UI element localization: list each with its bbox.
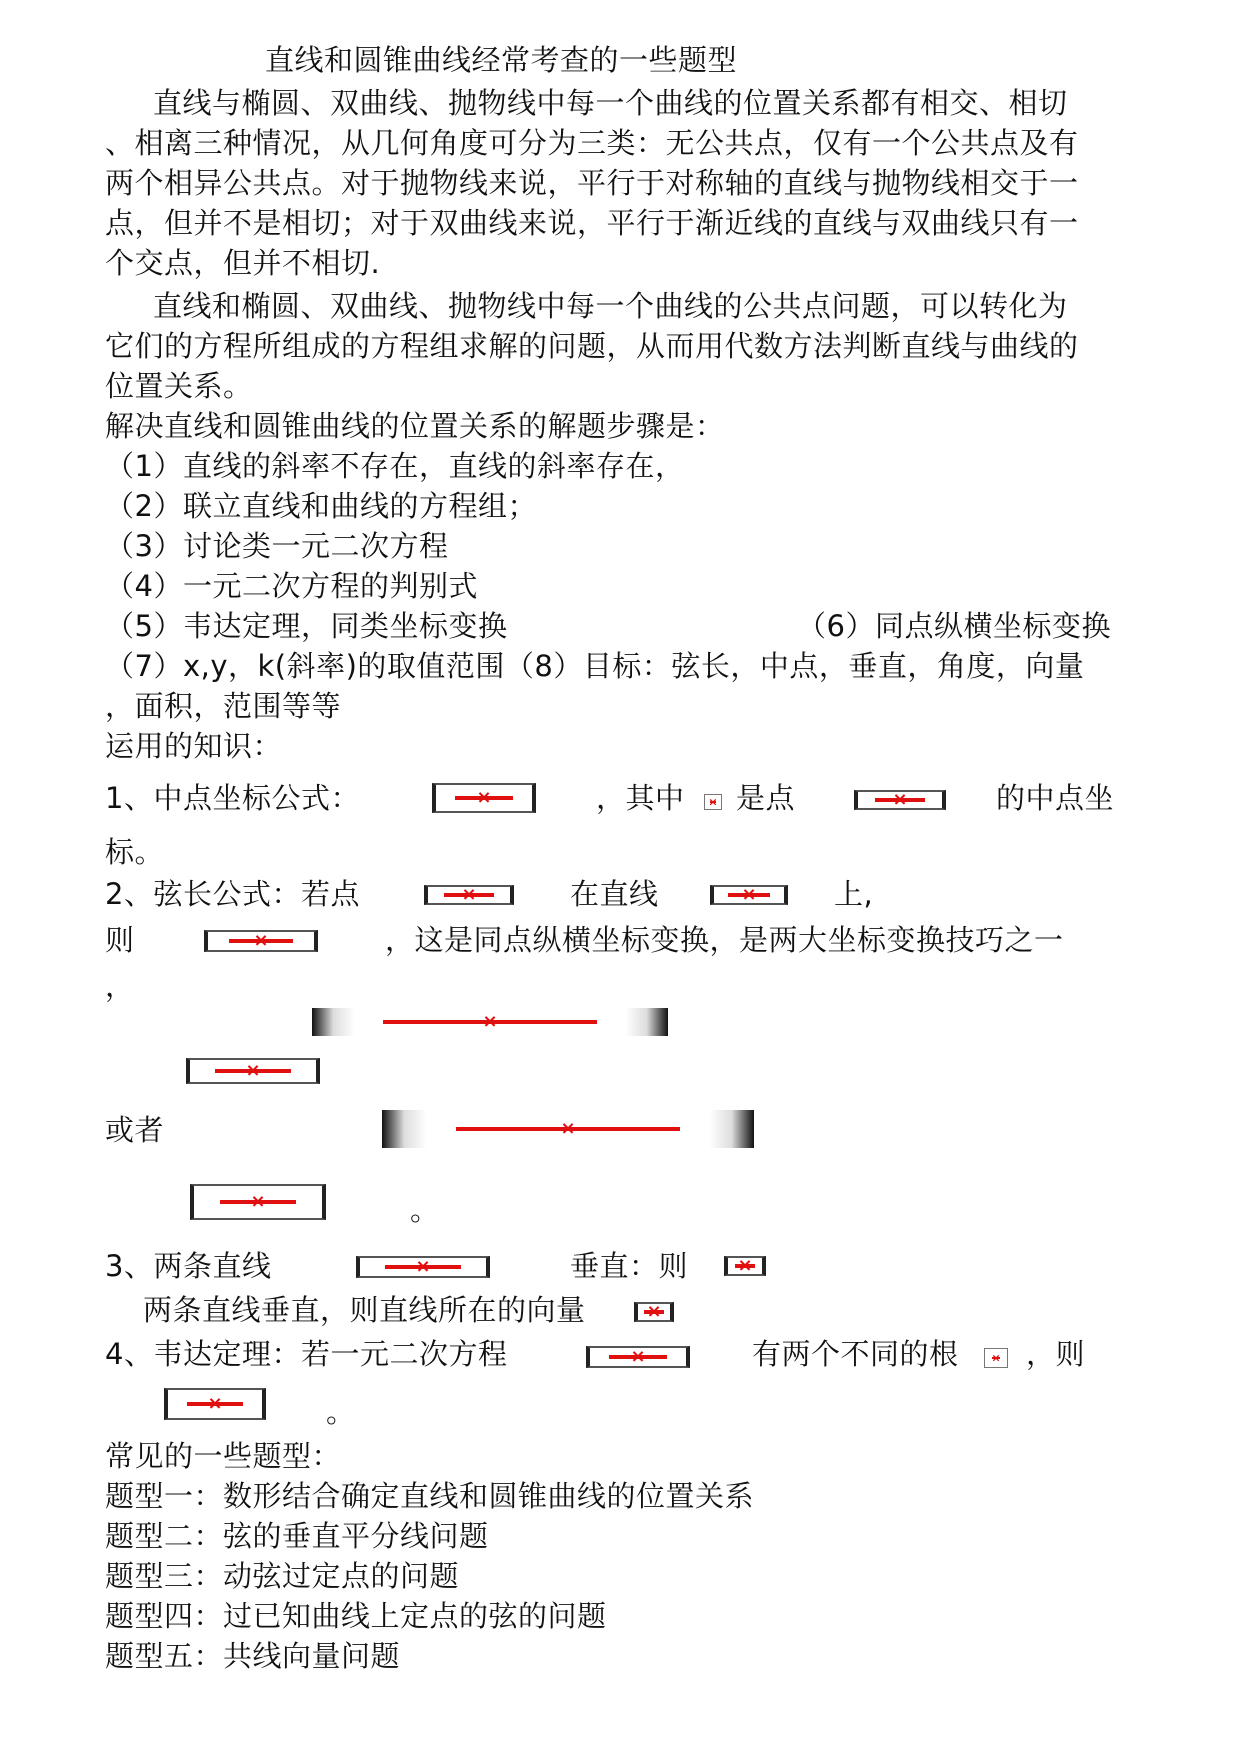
- k2-text-d: 则: [105, 923, 135, 957]
- para2-line-2: 它们的方程所组成的方程组求解的问题，从而用代数方法判断直线与曲线的: [105, 329, 1079, 363]
- formula-image: [724, 1256, 766, 1276]
- intro-line-1: 直线与椭圆、双曲线、抛物线中每一个曲线的位置关系都有相交、相切: [153, 86, 1068, 120]
- intro-line-3: 两个相异公共点。对于抛物线来说，平行于对称轴的直线与抛物线相交于一: [105, 166, 1079, 200]
- formula-image: [586, 1346, 690, 1368]
- k3-text-c: 两条直线垂直，则直线所在的向量: [143, 1293, 586, 1327]
- k2-text-h: 。: [410, 1193, 440, 1227]
- type-1: 题型一：数形结合确定直线和圆锥曲线的位置关系: [105, 1479, 755, 1513]
- formula-image: [854, 790, 946, 810]
- k4-text-b: 有两个不同的根: [752, 1337, 959, 1371]
- formula-image: [164, 1388, 266, 1420]
- k2-text-e: ，这是同点纵横坐标变换，是两大坐标变换技巧之一: [385, 923, 1064, 957]
- type-5: 题型五：共线向量问题: [105, 1639, 401, 1673]
- types-heading: 常见的一些题型：: [105, 1439, 342, 1473]
- k4-label: 4、韦达定理：若一元二次方程: [105, 1337, 508, 1371]
- intro-line-5: 个交点，但并不相切.: [105, 246, 381, 280]
- formula-image: [186, 1058, 320, 1084]
- step-1: （1）直线的斜率不存在，直线的斜率存在，: [105, 449, 685, 483]
- steps-heading: 解决直线和圆锥曲线的位置关系的解题步骤是：: [105, 409, 725, 443]
- formula-image: [382, 1110, 754, 1148]
- k3-label: 3、两条直线: [105, 1249, 272, 1283]
- formula-image: [312, 1008, 668, 1036]
- type-3: 题型三：动弦过定点的问题: [105, 1559, 460, 1593]
- formula-image: [704, 794, 722, 810]
- type-2: 题型二：弦的垂直平分线问题: [105, 1519, 489, 1553]
- k1-text-e: 标。: [105, 835, 165, 869]
- formula-image: [190, 1184, 326, 1220]
- step-2: （2）联立直线和曲线的方程组；: [105, 489, 537, 523]
- k2-label: 2、弦长公式：若点: [105, 877, 360, 911]
- formula-image: [356, 1256, 490, 1278]
- k1-text-b: ，其中: [596, 781, 685, 815]
- k2-text-b: 在直线: [570, 877, 659, 911]
- knowledge-heading: 运用的知识：: [105, 729, 283, 763]
- type-4: 题型四：过已知曲线上定点的弦的问题: [105, 1599, 607, 1633]
- k2-text-c: 上,: [834, 877, 874, 911]
- k2-text-f: ，: [105, 969, 135, 1003]
- step-7: （7）x,y，k(斜率)的取值范围（8）目标：弦长，中点，垂直，角度，向量: [105, 649, 1085, 683]
- k4-text-d: 。: [326, 1395, 356, 1429]
- formula-image: [634, 1302, 674, 1322]
- intro-line-2: 、相离三种情况，从几何角度可分为三类：无公共点，仅有一个公共点及有: [105, 126, 1079, 160]
- formula-image: [984, 1348, 1008, 1368]
- k1-text-c: 是点: [736, 781, 796, 815]
- formula-image: [710, 885, 788, 905]
- step-5: （5）韦达定理，同类坐标变换: [105, 609, 508, 643]
- k3-text-b: 垂直：则: [570, 1249, 689, 1283]
- formula-image: [424, 885, 514, 905]
- step-4: （4）一元二次方程的判别式: [105, 569, 478, 603]
- document-title: 直线和圆锥曲线经常考查的一些题型: [265, 43, 738, 77]
- k2-text-g: 或者: [105, 1113, 165, 1147]
- k1-label: 1、中点坐标公式：: [105, 781, 360, 815]
- intro-line-4: 点，但并不是相切；对于双曲线来说，平行于渐近线的直线与双曲线只有一: [105, 206, 1079, 240]
- step-8: ，面积，范围等等: [105, 689, 342, 723]
- step-3: （3）讨论类一元二次方程: [105, 529, 449, 563]
- para2-line-3: 位置关系。: [105, 369, 253, 403]
- k1-text-d: 的中点坐: [996, 781, 1115, 815]
- formula-image: [204, 930, 318, 952]
- para2-line-1: 直线和椭圆、双曲线、抛物线中每一个曲线的公共点问题，可以转化为: [153, 289, 1068, 323]
- formula-image: [432, 783, 536, 813]
- k4-text-c: ，则: [1026, 1337, 1086, 1371]
- step-6: （6）同点纵横坐标变换: [797, 609, 1111, 643]
